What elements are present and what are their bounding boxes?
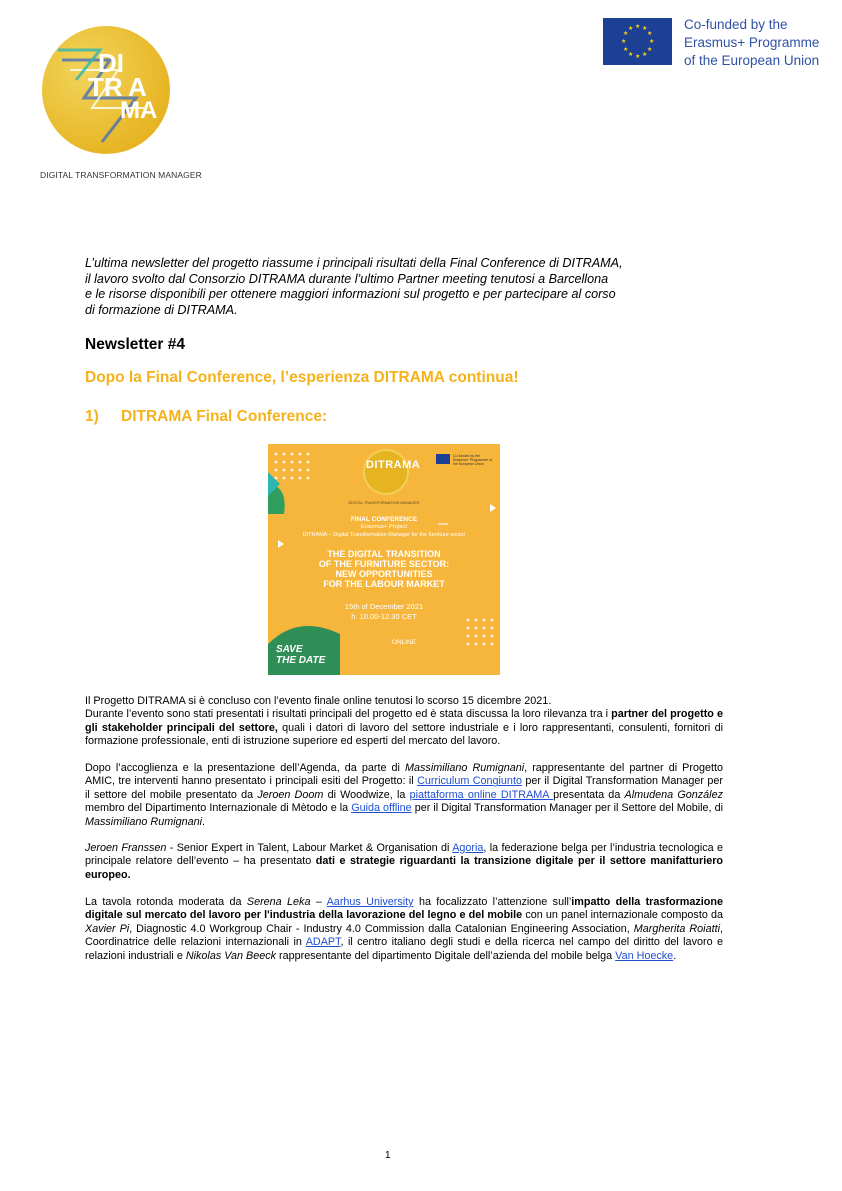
- eu-cofunded-text: [684, 16, 834, 70]
- p2-name-doom: Jeroen Doom: [257, 788, 324, 801]
- poster-erasmus-project: Erasmus+ Project: [361, 524, 407, 530]
- poster-headline-1: THE DIGITAL TRANSITION: [327, 549, 441, 559]
- piattaforma-online-link[interactable]: piattaforma online DITRAMA: [409, 788, 554, 801]
- van-hoecke-link[interactable]: Van Hoecke: [615, 949, 674, 962]
- svg-text:★: ★: [628, 25, 634, 32]
- p2-text: per il Digital Transformation Manager per il settore del mobile presentato da: [85, 775, 724, 801]
- p2-text: di Woodwize, la: [323, 788, 410, 801]
- curriculum-congiunto-link[interactable]: Curriculum Congiunto: [417, 775, 522, 788]
- eu-line-2: Erasmus+ Programme: [684, 35, 820, 50]
- poster-online: ONLINE: [391, 639, 417, 646]
- p4-text: con un panel internazionale composto da: [522, 909, 723, 922]
- poster-headline-4: FOR THE LABOUR MARKET: [323, 579, 445, 589]
- section-number: 1): [85, 408, 99, 425]
- agoria-link[interactable]: Agoria: [452, 842, 484, 854]
- intro-line-2: il lavoro svolto dal Consorzio DITRAMA durante l’ultimo Partner meeting tenutosi a Barcellona: [85, 271, 609, 286]
- svg-text:★: ★: [635, 23, 641, 30]
- logo-letters-1: DI: [98, 48, 124, 78]
- poster-save-the-date: [276, 644, 325, 666]
- p2-name-rumignani: Massimiliano Rumignani: [405, 762, 525, 774]
- p1-text-a: Durante l’evento sono stati presentati i risultati principali del progetto ed è stata discussa la loro rilevanza tra i: [85, 708, 612, 721]
- poster-small-tag: DIGITAL TRANSFORMATION MANAGER: [348, 501, 420, 505]
- logo-tagline: DIGITAL TRANSFORMATION MANAGER: [40, 170, 202, 180]
- p4-name-roiatti: Margherita Roiatti: [633, 922, 720, 935]
- eu-flag-icon: [603, 18, 672, 65]
- poster-date: 15th of December 2021: [344, 602, 424, 611]
- p3-name-franssen: Jeroen Franssen: [85, 842, 167, 854]
- p1-bold: partner del progetto e gli stakeholder principali del settore,: [85, 708, 723, 734]
- p1-sentence-1: Il Progetto DITRAMA si è concluso con l’evento finale online tenutosi lo scorso 15 dicembre 2021.: [85, 695, 552, 707]
- svg-text:★: ★: [642, 51, 648, 58]
- p4-text: , Diagnostic 4.0 Workgroup Chair - Industry 4.0 Commission dalla Catalonian Engineering Association,: [129, 922, 634, 935]
- p4-text: La tavola rotonda moderata da: [85, 896, 247, 908]
- p3-text: - Senior Expert in Talent, Labour Market & Organisation di: [166, 842, 453, 854]
- p4-name-leka: Serena Leka: [246, 896, 311, 908]
- svg-text:★: ★: [647, 30, 653, 37]
- p4-text: –: [310, 896, 327, 908]
- p4-text: .: [673, 949, 677, 962]
- p4-name-pi: Xavier Pi: [85, 922, 130, 935]
- logo-letters-3: A: [128, 72, 147, 102]
- p4-text: rappresentante del dipartimento Digitale dell’azienda del mobile belga: [276, 949, 616, 962]
- paragraph-3: [85, 842, 723, 882]
- p1-sentence-2: [85, 708, 723, 748]
- poster-headline: [268, 549, 500, 589]
- poster-eu-text: Co-funded by the Erasmus+ Programme of the European Union: [453, 454, 492, 466]
- intro-line-4: di formazione di DITRAMA.: [85, 302, 238, 317]
- p2-text: .: [202, 815, 206, 828]
- paragraph-2: [85, 762, 723, 829]
- adapt-link[interactable]: ADAPT: [305, 936, 341, 949]
- p4-text: , il centro italiano degli studi e della ricerca nel campo del diritto del lavoro e relazioni industriali e: [85, 936, 723, 962]
- poster-headline-3: NEW OPPORTUNITIES: [335, 569, 433, 579]
- section-title: DITRAMA Final Conference:: [121, 408, 328, 425]
- poster-the-date: THE DATE: [276, 655, 326, 666]
- poster-project-subtitle: DITRAMA – Digital Transformation Manager for the furniture sector: [302, 532, 466, 538]
- p2-text: presentata da: [553, 788, 625, 801]
- logo-letters-2: TR: [88, 72, 123, 102]
- paragraph-1: [85, 695, 723, 749]
- guida-offline-link[interactable]: Guida offline: [351, 802, 412, 815]
- poster-headline-2: OF THE FURNITURE SECTOR:: [318, 559, 450, 569]
- newsletter-title: Newsletter #4: [85, 336, 185, 353]
- poster-save: SAVE: [276, 644, 303, 655]
- svg-text:★: ★: [623, 46, 629, 53]
- p3-text: , la federazione belga per l’industria tecnologica e principale relatore dell’evento – ha presentato: [85, 842, 723, 868]
- eu-line-1: Co-funded by the: [684, 17, 788, 32]
- final-conference-poster: [268, 444, 500, 675]
- intro-paragraph: [85, 256, 685, 318]
- svg-text:★: ★: [635, 53, 641, 60]
- intro-line-3: e le risorse disponibili per ottenere maggiori informazioni sul progetto e per partecipare al corso: [85, 287, 616, 302]
- paragraph-4: [85, 896, 723, 963]
- p2-name-gonzalez: Almudena González: [624, 788, 723, 801]
- p4-bold: impatto della trasformazione digitale sul mercato del lavoro per l'industria della lavorazione del legno e del mobile: [85, 896, 723, 922]
- intro-line-1: L’ultima newsletter del progetto riassume i principali risultati della Final Conference di DITRAMA,: [85, 256, 623, 270]
- svg-text:★: ★: [647, 46, 653, 53]
- svg-text:★: ★: [649, 38, 655, 45]
- p4-text: , Coordinatrice delle relazioni internazionali in: [85, 922, 723, 949]
- poster-time: h. 10.00-12.30 CET: [351, 612, 417, 621]
- page-number: 1: [385, 1150, 391, 1161]
- eu-line-3: of the European Union: [684, 53, 820, 68]
- p2-text: Dopo l’accoglienza e la presentazione dell’Agenda, da parte di: [85, 762, 406, 774]
- svg-text:★: ★: [621, 38, 627, 45]
- aarhus-university-link[interactable]: Aarhus University: [326, 896, 414, 908]
- section-heading-1: [85, 408, 327, 426]
- p2-text: , rappresentante del partner di Progetto AMIC, tre interventi hanno presentato i principali esiti del Progetto: il: [85, 762, 723, 788]
- svg-text:★: ★: [628, 51, 634, 58]
- svg-text:★: ★: [642, 25, 648, 32]
- p4-name-van-beeck: Nikolas Van Beeck: [185, 949, 277, 962]
- logo-letters-4: MA: [120, 97, 158, 124]
- p3-bold: dati e strategie riguardanti la transizione digitale per il settore manifatturiero europeo.: [85, 855, 724, 881]
- p4-text: ha focalizzato l’attenzione sull’: [413, 896, 572, 908]
- p2-text: per il Digital Transformation Manager per il Settore del Mobile, di: [411, 802, 723, 815]
- p1-text-c: quali i datori di lavoro del settore industriale e i loro rappresentanti, consulenti, fornitori di formazione professionale, enti di istruzione superiore ed esperti del mercato del lavoro.: [85, 721, 724, 748]
- headline: Dopo la Final Conference, l’esperienza DITRAMA continua!: [85, 369, 519, 386]
- poster-logo-letters: DITRAMA: [366, 459, 421, 471]
- poster-final-conference: FINAL CONFERENCE: [350, 516, 418, 523]
- svg-text:★: ★: [623, 30, 629, 37]
- ditrama-logo: [40, 20, 172, 160]
- p2-text: membro del Dipartimento Internazionale di Mètodo e la: [85, 802, 352, 815]
- p2-name-rumignani-2: Massimiliano Rumignani: [85, 815, 203, 828]
